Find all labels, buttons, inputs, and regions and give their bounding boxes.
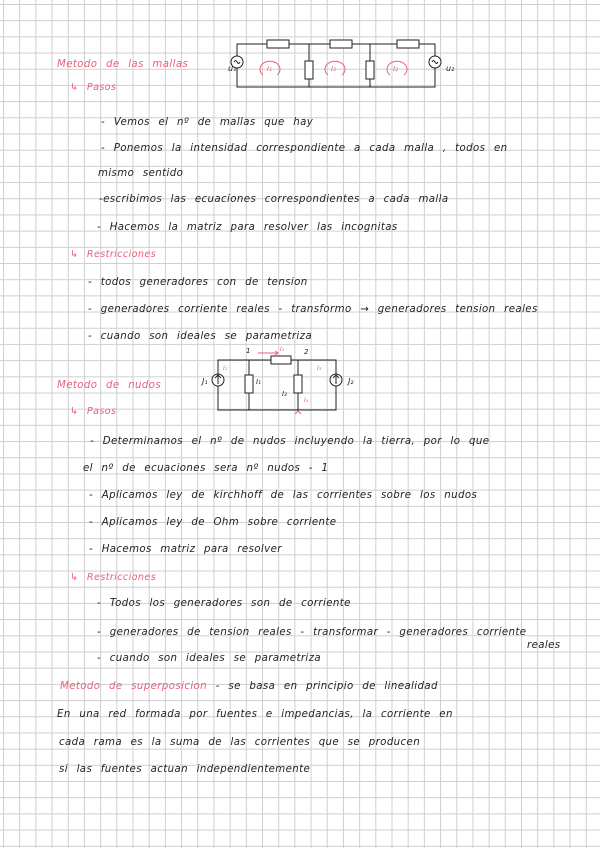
nudos-step-2: - Aplicamos ley de kirchhoff de las corrientes sobre los nudos <box>89 490 478 501</box>
superposicion-line-2: cada rama es la suma de las corrientes que se producen <box>59 737 421 748</box>
nudos-circuit-j2: J₂ <box>348 377 354 386</box>
mallas-circuit-u1: u₁ <box>228 64 237 73</box>
nudos-circuit-current-b: I₂ <box>223 365 228 372</box>
mallas-circuit-loop2: I₂ <box>331 65 336 73</box>
nudos-circuit-current-a: I₁ <box>280 346 285 353</box>
mallas-title: Metodo de las mallas <box>57 59 189 70</box>
mallas-step-2-cont: mismo sentido <box>98 168 184 179</box>
nudos-restricciones-label: ↳ Restricciones <box>70 572 157 583</box>
mallas-circuit-diagram <box>225 35 455 95</box>
nudos-step-1: - Determinamos el nº de nudos incluyendo la tierra, por lo que <box>90 436 490 447</box>
mallas-circuit-u2: u₂ <box>446 64 455 73</box>
nudos-circuit-node1: 1 <box>246 347 251 355</box>
nudos-circuit-current-d: I₄ <box>304 397 309 404</box>
mallas-restricciones-label: ↳ Restricciones <box>70 249 157 260</box>
mallas-step-4: - Hacemos la matriz para resolver las incognitas <box>97 222 398 233</box>
nudos-pasos-label: ↳ Pasos <box>70 406 117 417</box>
superposicion-line-3: si las fuentes actuan independientemente <box>59 764 311 775</box>
mallas-circuit-loop3: I₂ <box>393 65 398 73</box>
nudos-step-1-cont: el nº de ecuaciones sera nº nudos - 1 <box>83 463 329 474</box>
mallas-circuit-loop1: I₁ <box>267 65 272 73</box>
nudos-circuit-vert-left: I₁ <box>256 378 261 386</box>
mallas-restriccion-3: - cuando son ideales se parametriza <box>88 331 313 342</box>
nudos-restriccion-1: - Todos los generadores son de corriente <box>97 598 351 609</box>
mallas-step-1: - Vemos el nº de mallas que hay <box>101 117 314 128</box>
mallas-pasos-text: Pasos <box>86 82 117 93</box>
mallas-restriccion-2: - generadores corriente reales - transformo → generadores tension reales <box>88 304 538 315</box>
nudos-circuit-diagram <box>196 340 381 420</box>
mallas-step-2: - Ponemos la intensidad correspondiente a cada malla , todos en <box>101 143 508 154</box>
nudos-title: Metodo de nudos <box>57 380 162 391</box>
mallas-pasos-label: ↳ Pasos <box>70 82 117 93</box>
nudos-restriccion-3: - cuando son ideales se parametriza <box>97 653 322 664</box>
nudos-circuit-current-c: I₃ <box>317 365 322 372</box>
nudos-restriccion-2: - generadores de tension reales - transformar - generadores corriente <box>97 627 527 638</box>
nudos-circuit-vert-right: I₃ <box>282 390 287 398</box>
mallas-step-3: -escribimos las ecuaciones correspondientes a cada malla <box>99 194 449 205</box>
nudos-step-4: - Hacemos matriz para resolver <box>89 544 282 555</box>
nudos-circuit-node2: 2 <box>304 348 309 356</box>
mallas-restriccion-1: - todos generadores con de tension <box>88 277 308 288</box>
nudos-restricciones-text: Restricciones <box>86 572 157 583</box>
superposicion-intro: - se basa en principio de linealidad <box>215 681 438 692</box>
superposicion-heading-line <box>60 681 438 692</box>
superposicion-title: Metodo de superposicion <box>60 681 208 692</box>
nudos-pasos-text: Pasos <box>86 406 117 417</box>
superposicion-line-1: En una red formada por fuentes e impedancias, la corriente en <box>57 709 453 720</box>
nudos-step-3: - Aplicamos ley de Ohm sobre corriente <box>89 517 337 528</box>
nudos-circuit-j1: J₁ <box>202 377 208 386</box>
nudos-restriccion-2-cont: reales <box>527 640 561 651</box>
mallas-restricciones-text: Restricciones <box>86 249 157 260</box>
